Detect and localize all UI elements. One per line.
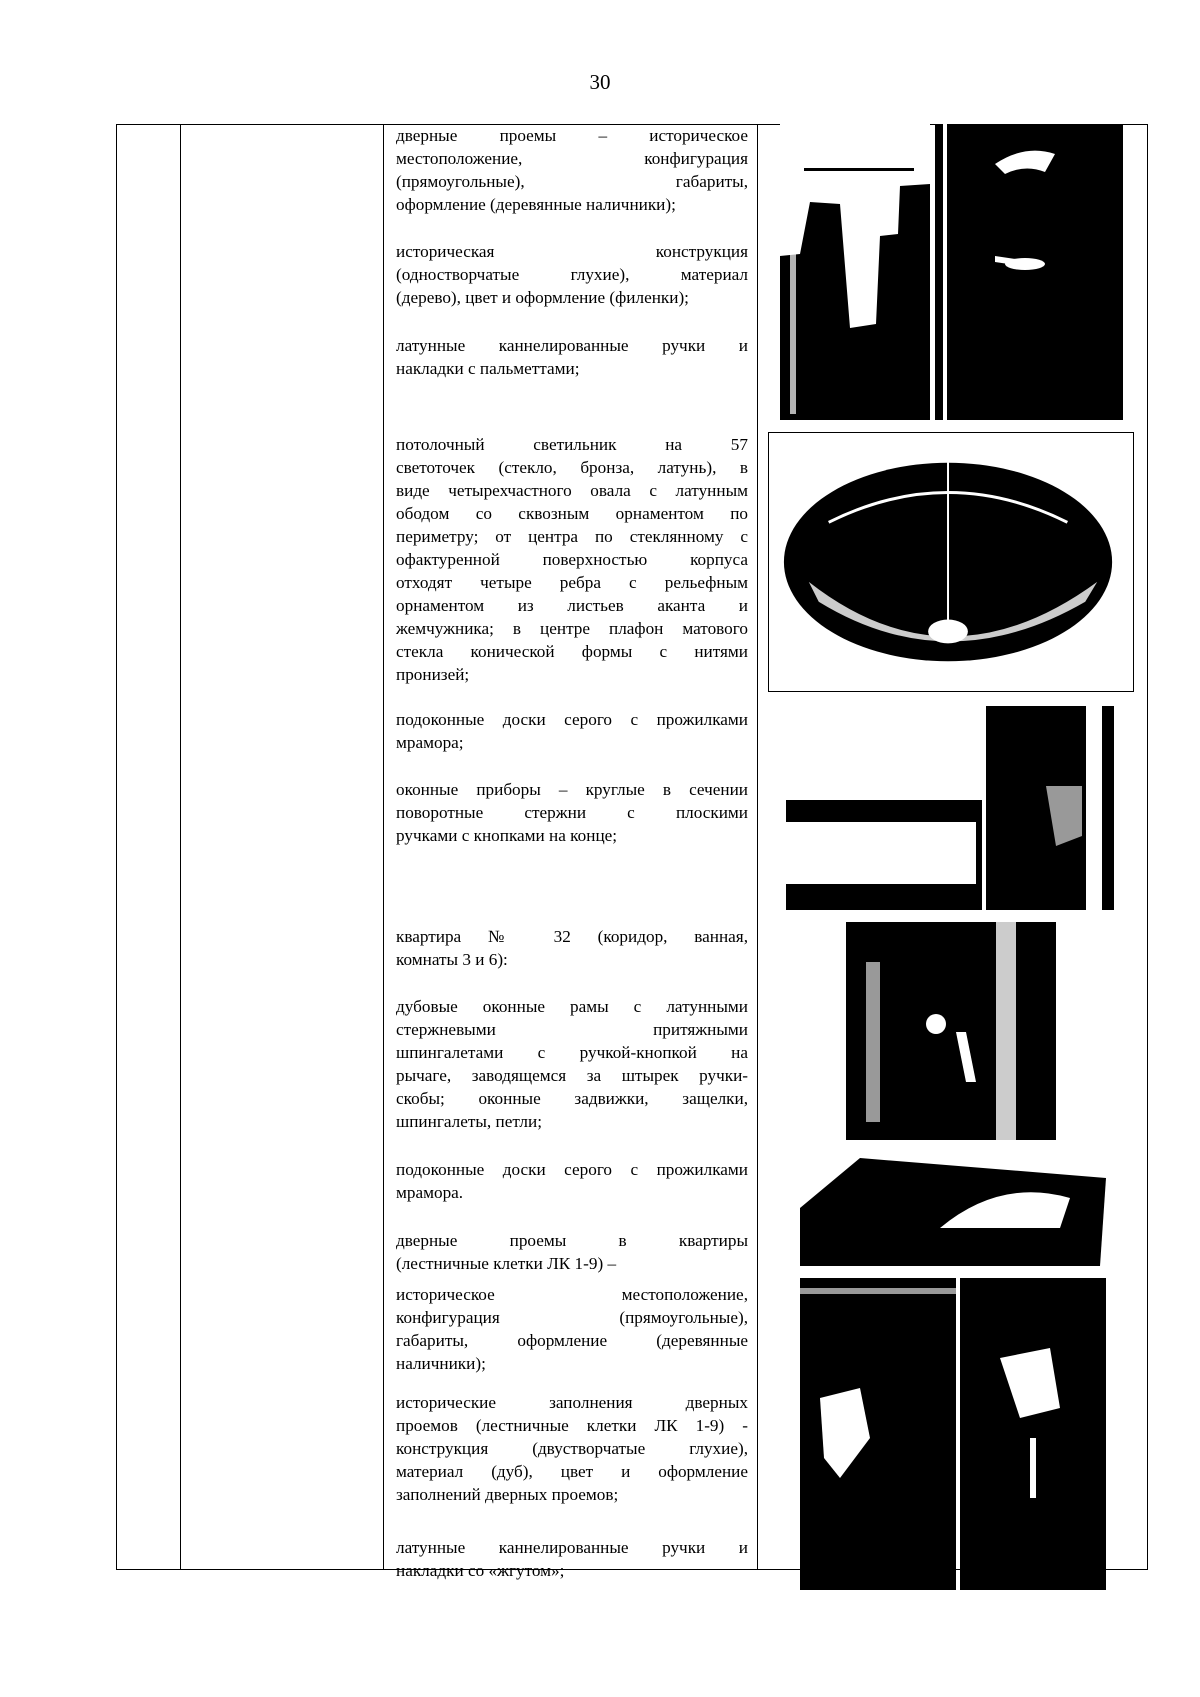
door-handle-photo [935, 124, 1123, 420]
paragraph-line: латунные каннелированные ручки и [396, 336, 748, 355]
paragraph [396, 334, 748, 380]
window-handle-photo [986, 706, 1114, 910]
paragraph-line: комнаты 3 и 6): [396, 950, 508, 969]
paragraph-line: виде четырехчастного овала с латунным [396, 481, 748, 500]
paragraph-line: стекла конической формы с нитями [396, 642, 748, 661]
paragraph-line: (одностворчатые глухие), материал [396, 265, 748, 284]
paragraph-line: конфигурация (прямоугольные), [396, 1308, 748, 1327]
paragraph-line: конструкция (двустворчатые глухие), [396, 1439, 748, 1458]
paragraph-line: наличники); [396, 1354, 486, 1373]
column-divider [757, 125, 758, 1569]
paragraph-line: подоконные доски серого с прожилками [396, 1160, 748, 1179]
paragraph [396, 1391, 748, 1506]
paragraph-line: шпингалеты, петли; [396, 1112, 542, 1131]
paragraph-line: исторические заполнения дверных [396, 1393, 748, 1412]
paragraph-line: проемов (лестничные клетки ЛК 1-9) - [396, 1416, 748, 1435]
paragraph-line: латунные каннелированные ручки и [396, 1538, 748, 1557]
paragraph-line: отходят четыре ребра с рельефным [396, 573, 748, 592]
paragraph-line: ручками с кнопками на конце; [396, 826, 618, 845]
paragraph [396, 433, 748, 686]
paragraph-line: местоположение, конфигурация [396, 149, 748, 168]
paragraph-line: дубовые оконные рамы с латунными [396, 997, 748, 1016]
paragraph-line: шпингалетами с ручкой-кнопкой на [396, 1043, 748, 1062]
paragraph [396, 124, 748, 216]
paragraph-line: рычаге, заводящемся за штырек ручки- [396, 1066, 748, 1085]
apartment-door-right-photo [960, 1278, 1106, 1590]
paragraph [396, 925, 748, 971]
apartment-door-left-photo [800, 1278, 956, 1590]
paragraph-line: пронизей; [396, 665, 470, 684]
column-divider [180, 125, 181, 1569]
paragraph-line: мрамора. [396, 1183, 464, 1202]
paragraph-line: ободом со сквозным орнаментом по [396, 504, 748, 523]
paragraph [396, 995, 748, 1133]
paragraph-line: (дерево), цвет и оформление (филенки); [396, 288, 689, 307]
paragraph-line: (лестничные клетки ЛК 1-9) – [396, 1254, 617, 1273]
paragraph-line: материал (дуб), цвет и оформление [396, 1462, 748, 1481]
paragraph-line: квартира № 32 (коридор, ванная, [396, 927, 748, 946]
paragraph-line: дверные проемы – историческое [396, 126, 748, 145]
paragraph-line: дверные проемы в квартиры [396, 1231, 748, 1250]
paragraph-line: периметру; от центра по стеклянному с [396, 527, 748, 546]
paragraph-line: потолочный светильник на 57 [396, 435, 748, 454]
paragraph [396, 1158, 748, 1204]
paragraph [396, 778, 748, 847]
ceiling-lamp-photo [768, 432, 1134, 692]
paragraph [396, 708, 748, 754]
paragraph-line: накладки со «жгутом»; [396, 1561, 565, 1580]
paragraph-line: подоконные доски серого с прожилками [396, 710, 748, 729]
paragraph-line: скобы; оконные задвижки, защелки, [396, 1089, 748, 1108]
paragraph-line: светоточек (стекло, бронза, латунь), в [396, 458, 748, 477]
paragraph-line: мрамора; [396, 733, 464, 752]
paragraph-line: орнаментом из листьев аканта и [396, 596, 748, 615]
paragraph [396, 1283, 748, 1375]
paragraph [396, 1536, 748, 1582]
paragraph-line: накладки с пальметтами; [396, 359, 580, 378]
paragraph-line: габариты, оформление (деревянные [396, 1331, 748, 1350]
oak-window-frame-photo [846, 922, 1056, 1140]
door-photo-left [780, 124, 930, 420]
paragraph-line: оформление (деревянные наличники); [396, 195, 676, 214]
page-number: 30 [589, 70, 611, 94]
column-divider [383, 125, 384, 1569]
paragraph [396, 240, 748, 309]
windowsill-photo [786, 792, 982, 910]
paragraph-line: историческая конструкция [396, 242, 748, 261]
paragraph-line: оконные приборы – круглые в сечении [396, 780, 748, 799]
paragraph-line: историческое местоположение, [396, 1285, 748, 1304]
marble-windowsill-photo [800, 1158, 1106, 1266]
paragraph-line: поворотные стержни с плоскими [396, 803, 748, 822]
paragraph-line: офактуренной поверхностью корпуса [396, 550, 748, 569]
paragraph-line: стержневыми притяжными [396, 1020, 748, 1039]
paragraph-line: жемчужника; в центре плафон матового [396, 619, 748, 638]
paragraph-line: (прямоугольные), габариты, [396, 172, 748, 191]
paragraph [396, 1229, 748, 1275]
paragraph-line: заполнений дверных проемов; [396, 1485, 619, 1504]
